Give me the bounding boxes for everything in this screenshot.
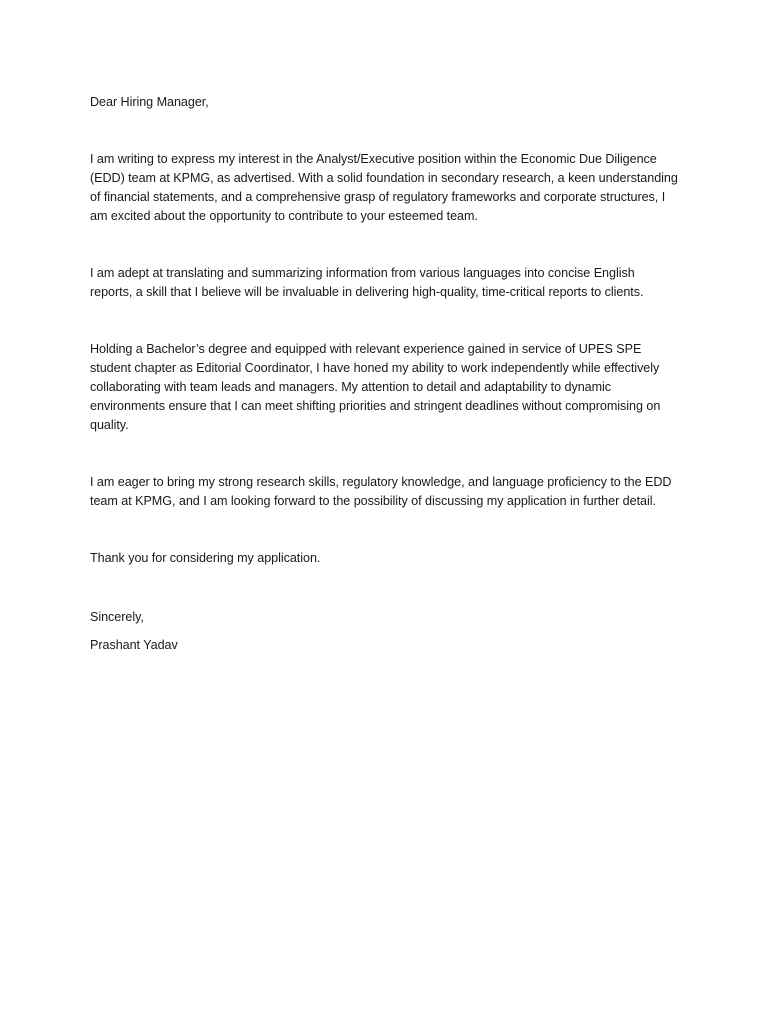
salutation: Dear Hiring Manager, [90,95,209,109]
paragraph-closing-statement [90,473,682,511]
closing-line: Sincerely, [90,610,144,624]
paragraph-line: I am adept at translating and summarizing information from various languages into concise English [90,266,635,280]
paragraph-skills [90,264,682,302]
signature-name: Prashant Yadav [90,638,178,652]
paragraph-line: am excited about the opportunity to contribute to your esteemed team. [90,209,478,223]
paragraph-line: student chapter as Editorial Coordinator, I have honed my ability to work independently while effectively [90,361,660,375]
paragraph-line: team at KPMG, and I am looking forward to the possibility of discussing my application in further detail. [90,494,656,508]
paragraph-line: I am eager to bring my strong research skills, regulatory knowledge, and language proficiency to the EDD [90,475,672,489]
paragraph-intro [90,150,682,226]
paragraph-line: of financial statements, and a comprehensive grasp of regulatory frameworks and corporate structures, I [90,190,666,204]
paragraph-line: Holding a Bachelor’s degree and equipped with relevant experience gained in service of UPES SPE [90,342,642,356]
paragraph-line: quality. [90,418,129,432]
paragraph-line: reports, a skill that I believe will be invaluable in delivering high-quality, time-critical reports to clients. [90,285,644,299]
paragraph-line: environments ensure that I can meet shifting priorities and stringent deadlines without compromising on [90,399,661,413]
paragraph-line: (EDD) team at KPMG, as advertised. With a solid foundation in secondary research, a keen understanding [90,171,678,185]
thanks-line: Thank you for considering my application. [90,551,321,565]
paragraph-experience [90,340,682,435]
letter-page [90,93,682,655]
paragraph-line: collaborating with team leads and managers. My attention to detail and adaptability to dynamic [90,380,612,394]
paragraph-line: I am writing to express my interest in the Analyst/Executive position within the Economic Due Diligence [90,152,657,166]
